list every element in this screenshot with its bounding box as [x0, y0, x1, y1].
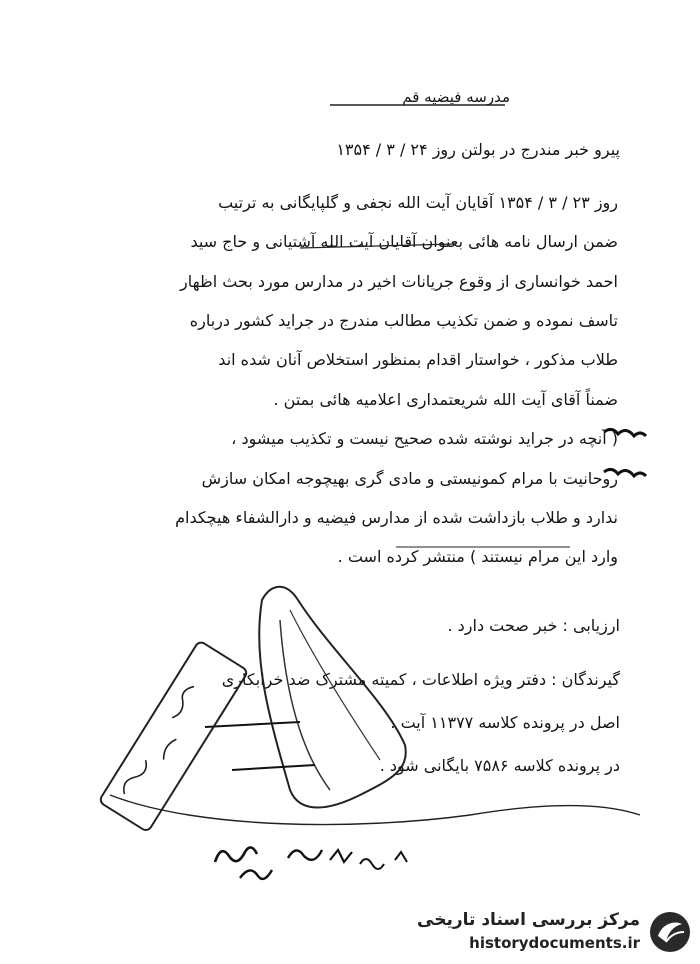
document-header-title: مدرسه فیضیه قم: [402, 88, 510, 106]
archive-website: historydocuments.ir: [469, 934, 640, 952]
archive-footer: [392, 908, 692, 956]
body-line-2: ضمن ارسال نامه هائی بعنوان آقایان آیت الله آشتیانی و حاج سید: [190, 232, 618, 251]
original-file-line: اصل در پرونده کلاسه ۱۱۳۷۷ آیت .: [390, 713, 620, 732]
file-copy-line: در پرونده کلاسه ۷۵۸۶ بایگانی شود .: [379, 756, 620, 775]
document-header-reference: پیرو خبر مندرج در بولتن روز ۲۴ / ۳ / ۱۳۵۴: [336, 140, 620, 159]
evaluation-line: ارزیابی : خبر صحت دارد .: [447, 616, 620, 635]
body-line-4: تاسف نموده و ضمن تکذیب مطالب مندرج در جراید کشور درباره: [189, 311, 618, 330]
archive-logo-icon: [648, 910, 692, 954]
body-line-1: روز ۲۳ / ۳ / ۱۳۵۴ آقایان آیت الله نجفی و گلپایگانی به ترتیب: [218, 193, 618, 212]
body-line-5: طلاب مذکور ، خواستار اقدام بمنظور استخلاص آنان شده اند: [218, 350, 618, 369]
body-line-6: ضمناً آقای آیت الله شریعتمداری اعلامیه هائی بمتن .: [273, 390, 618, 409]
body-line-9: ندارد و طلاب بازداشت شده از مدارس فیضیه و دارالشفاء هیچکدام: [175, 508, 618, 527]
body-line-3: احمد خوانساری از وقوع جریانات اخیر در مدارس مورد بحث اظهار: [180, 272, 618, 291]
body-line-8: روحانیت با مرام کمونیستی و مادی گری بهیچوجه امکان سازش: [201, 469, 618, 488]
body-line-7: ( آنچه در جراید نوشته شده صحیح نیست و تکذیب میشود ،: [231, 429, 618, 448]
recipients-line: گیرندگان : دفتر ویژه اطلاعات ، کمیته مشترک ضد خرابکاری: [221, 670, 620, 689]
archive-org-name: مرکز بررسی اسناد تاریخی: [417, 910, 640, 930]
body-line-10: وارد این مرام نیستند ) منتشر کرده است .: [337, 547, 618, 566]
